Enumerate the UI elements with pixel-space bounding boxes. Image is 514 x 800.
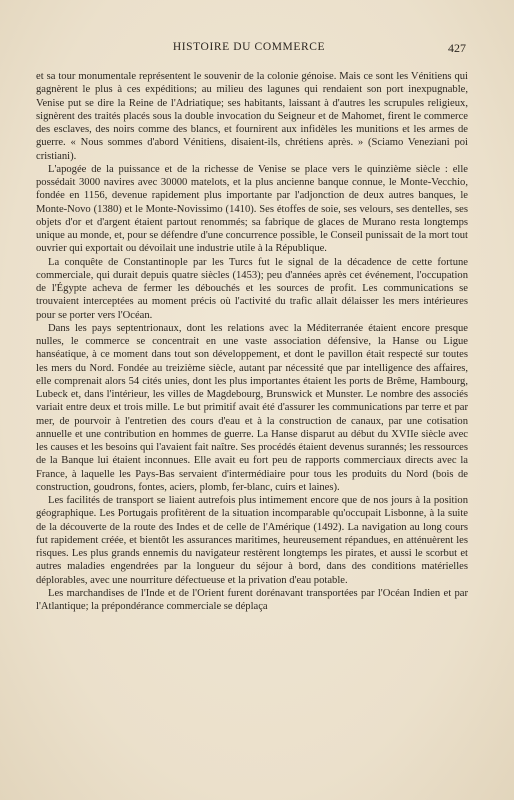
paragraph-4: Dans les pays septentrionaux, dont les relations avec la Méditerranée étaient encore presque nulles, le commerce se concentrait en une vaste association défensive, la Hanse ou Ligue hanséatique, à ce moment dans tout son développement, et dont le pavillon était respecté sur toutes les mers du Nord. Fondée au treizième siècle, autant par nécessité que par intelligence des affaires, elle comprenait alors 54 cités unies, dont les plus importantes étaient les ports de Brême, Hambourg, Lubeck et, dans l'intérieur, les villes de Magdebourg, Brunswick et Munster. Le nombre des associés variait entre deux et trois mille. Le but primitif avait été d'assurer les communications par terre et par mer, de pourvoir à l'entretien des cours d'eau et à la construction de canaux, par une cotisation annuelle et une contribution en hommes de guerre. La Hanse disparut au début du XVIIe siècle avec les causes et les besoins qui l'avaient fait naître. Ses procédés étaient devenus surannés; les ressources de la Banque lui étaient inconnues. Elle avait eu fort peu de rapports commerciaux directs avec la France, à laquelle les Pays-Bas servaient d'intermédiaire pour tous les produits du Nord (bois de construction, goudrons, fontes, aciers, plomb, fer-blanc, cuirs et laines). [36,322,468,493]
paragraph-1: et sa tour monumentale représentent le souvenir de la colonie génoise. Mais ce sont les Vénitiens qui gagnèrent le plus à ces expéditions; au milieu des lagunes qui rendaient son port inexpugnable, Venise put se dire la Reine de l'Adriatique; ses habitants, laissant à d'autres les scrupules religieux, signèrent des traités placés sous la double invocation du Seigneur et de Mahomet, firent le commerce des esclaves, des noirs comme des blancs, et fournirent aux infidèles les munitions et les armes de guerre. « Nous sommes d'abord Vénitiens, disaient-ils, chrétiens après. » (Sciamo Veneziani poi cristiani). [36,71,468,162]
paragraph-5: Les facilités de transport se liaient autrefois plus intimement encore que de nos jours à la position géographique. Les Portugais profitèrent de la situation incomparable qu'occupait Lisbonne, à la suite de la découverte de la route des Indes et de celle de l'Amérique (1492). La navigation au long cours fut rapidement créée, et bientôt les assurances maritimes, heureusement répandues, en atténuèrent les risques. Les plus grands ennemis du navigateur restèrent longtemps les pirates, et aussi le scorbut et autres maladies engendrées par la longueur du séjour à bord, dans des conditions matérielles déplorables, avec une nourriture défectueuse et la privation d'eau potable. [36,495,468,586]
page-number: 427 [448,41,466,55]
running-title: HISTOIRE DU COMMERCE [172,41,326,53]
page-header [32,41,466,57]
body-text [36,70,468,613]
paragraph-2: L'apogée de la puissance et de la richesse de Venise se place vers le quinzième siècle : elle possédait 3000 navires avec 30000 matelots, et la plus ancienne banque connue, le Monte-Vecchio, fondée en 1156, devenue rapidement plus importante par l'adjonction de deux autres banques, le Monte-Novo (1380) et le Monte-Novissimo (1410). Ses étoffes de soie, ses velours, ses dentelles, ses objets d'or et d'argent étaient partout renommés; sa fabrique de glaces de Murano resta longtemps unique au monde, et, pour se défendre d'une concurrence possible, le Conseil punissait de la mort tout ouvrier qui exportait ou dévoilait une industrie utile à la République. [36,163,468,255]
paragraph-3: La conquête de Constantinople par les Turcs fut le signal de la décadence de cette fortune commerciale, qui durait depuis quatre siècles (1453); peu d'années après cet événement, l'occupation de l'Égypte acheva de fermer les débouchés et les sources de profit. Les communications se trouvaient interceptées au moment précis où l'activité du trafic allait délaisser les mers intérieures pour se porter vers l'Océan. [36,256,468,321]
paragraph-6: Les marchandises de l'Inde et de l'Orient furent dorénavant transportées par l'Océan Indien et par l'Atlantique; la prépondérance commerciale se déplaça [36,587,468,612]
